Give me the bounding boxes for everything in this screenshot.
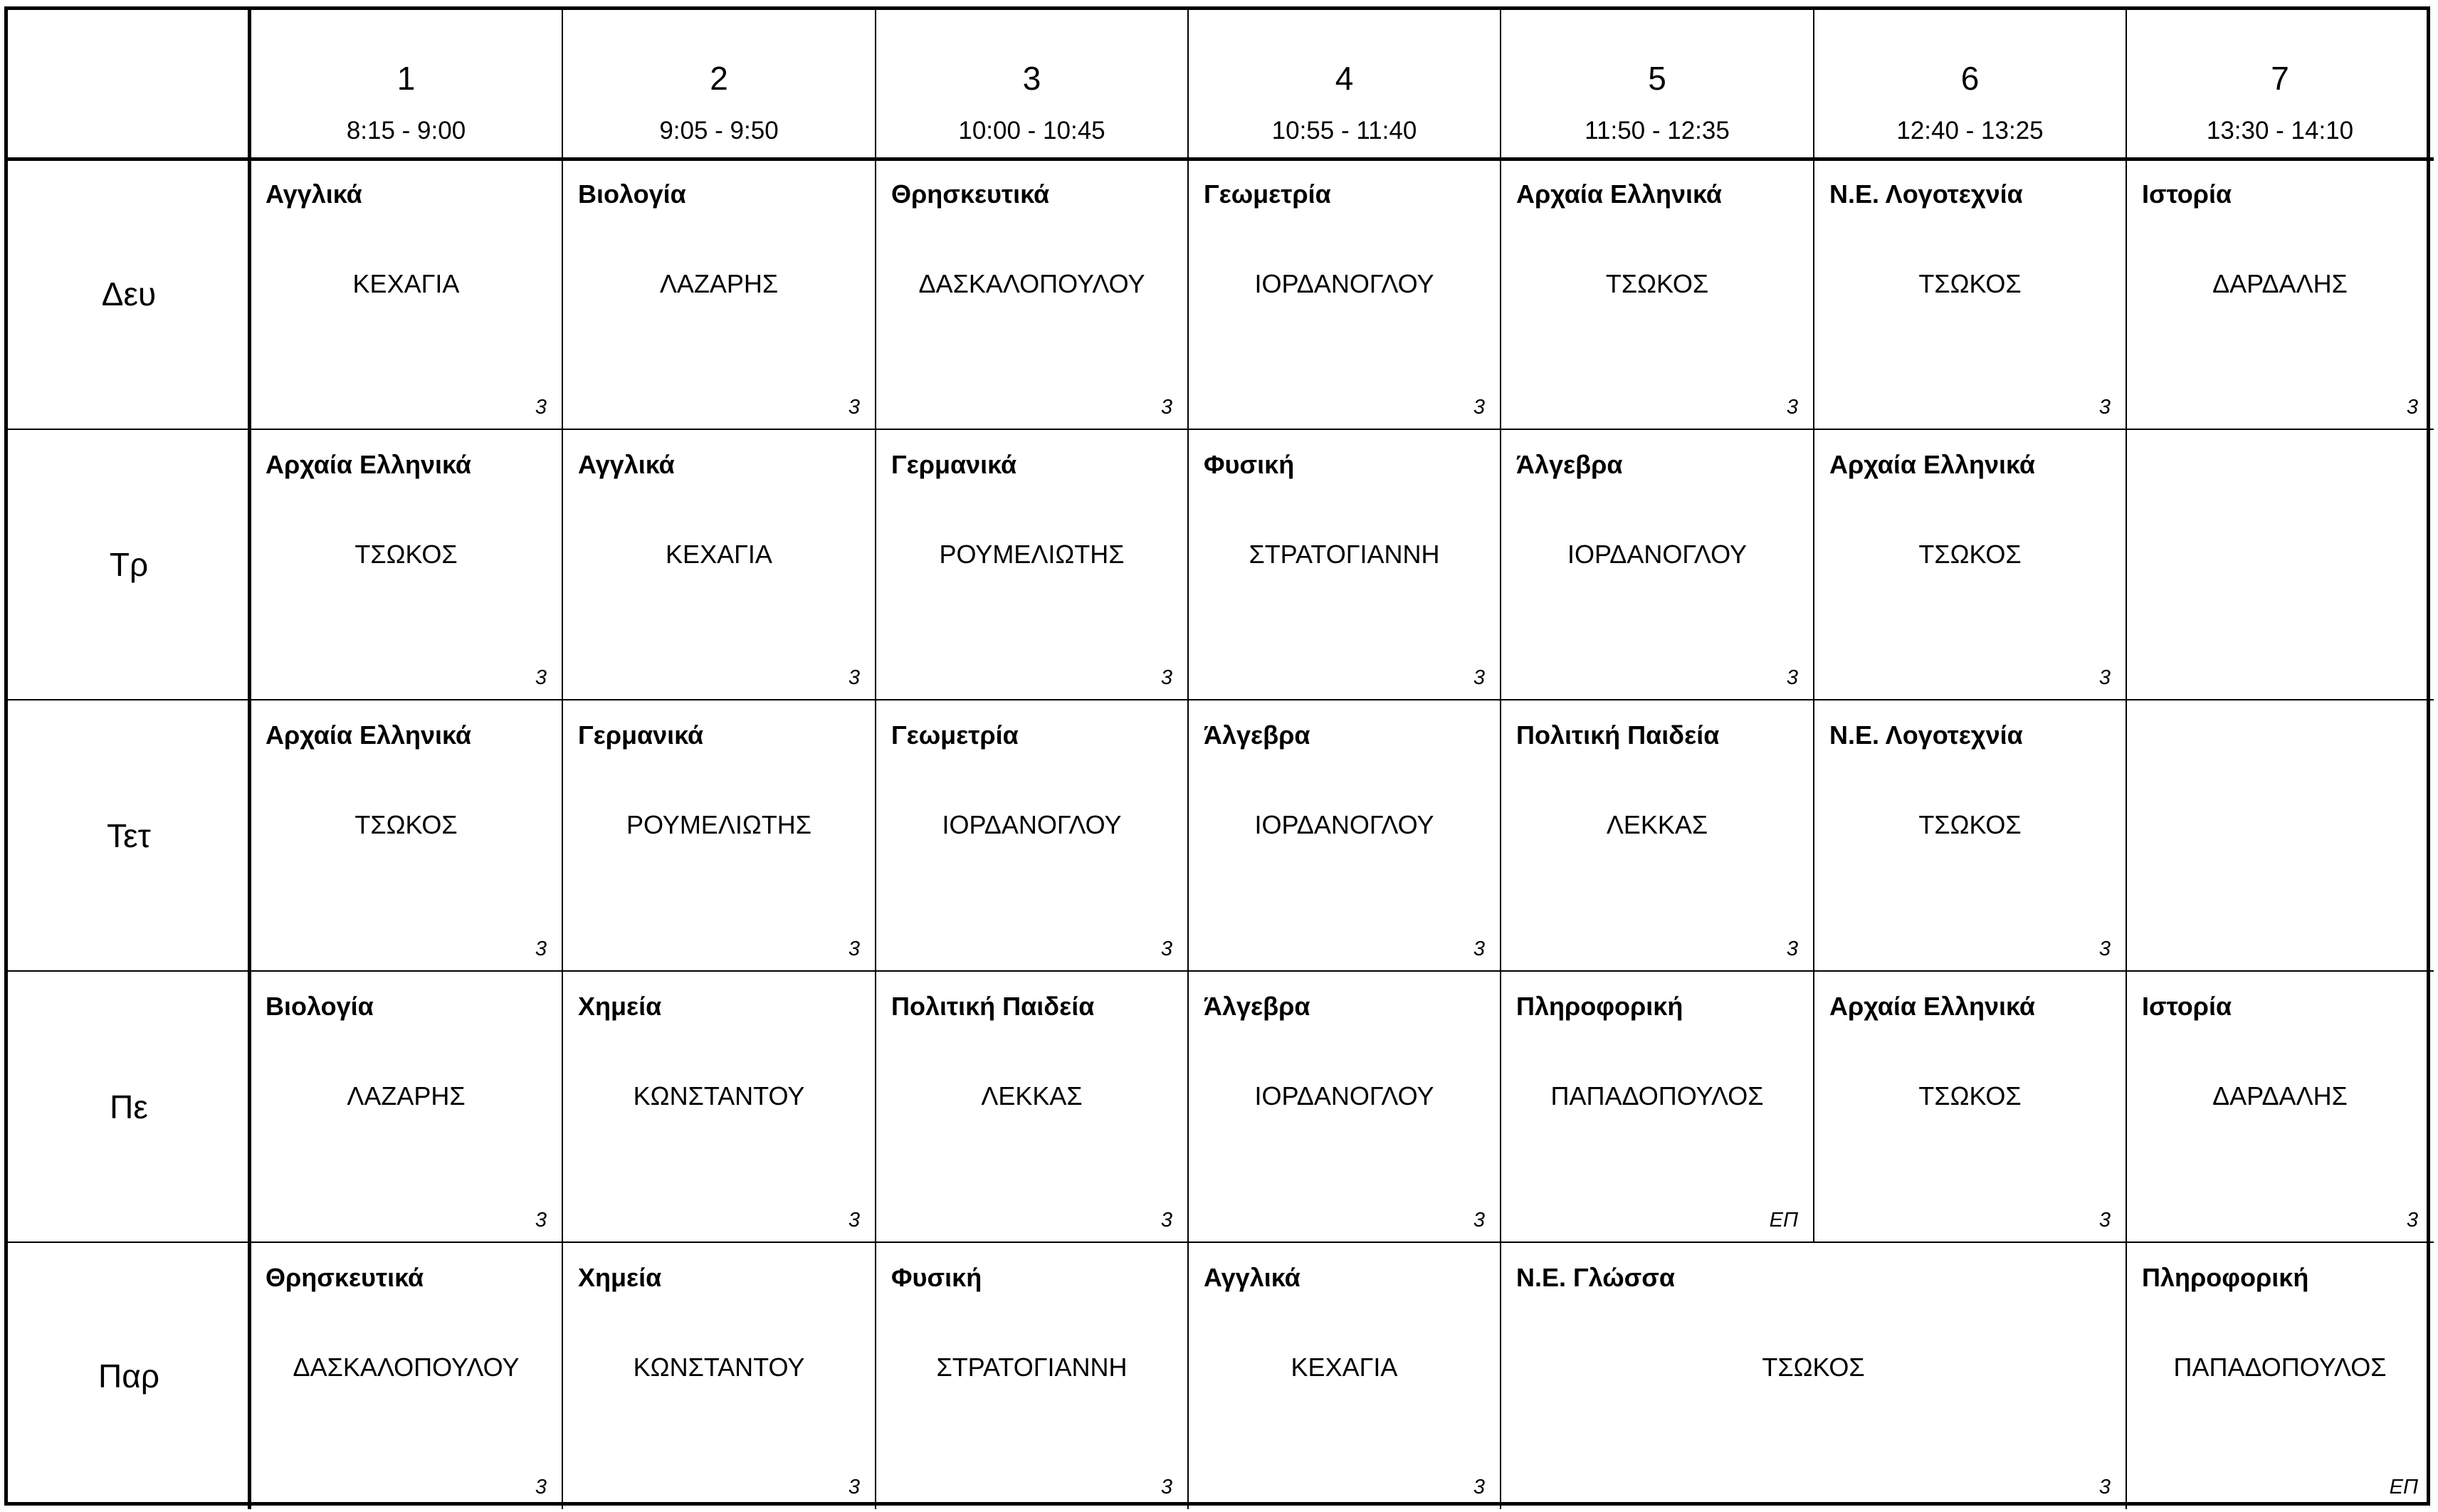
period-number: 7 — [2271, 60, 2289, 97]
period-time: 13:30 - 14:10 — [2206, 117, 2354, 145]
lesson-cell[interactable] — [1814, 159, 2126, 429]
lesson-teacher: ΛΕΚΚΑΣ — [1606, 810, 1708, 839]
lesson-teacher: ΠΑΠΑΔΟΠΟΥΛΟΣ — [1550, 1081, 1764, 1111]
lesson-room: 3 — [535, 938, 547, 960]
lesson-room: 3 — [2406, 1209, 2418, 1232]
grid-line — [8, 699, 2434, 700]
lesson-subject: Πληροφορική — [2142, 1263, 2309, 1292]
lesson-room: 3 — [2406, 396, 2418, 419]
lesson-cell[interactable] — [562, 429, 876, 700]
lesson-room: 3 — [535, 1476, 547, 1498]
period-header — [2126, 10, 2434, 159]
lesson-subject: Άλγεβρα — [1204, 720, 1310, 750]
lesson-subject: Άλγεβρα — [1516, 450, 1623, 479]
grid-line — [248, 10, 251, 1509]
lesson-room: 3 — [848, 1476, 860, 1498]
lesson-subject: Χημεία — [578, 1263, 662, 1292]
lesson-room: 3 — [848, 1209, 860, 1232]
period-number: 6 — [1960, 60, 1980, 97]
lesson-subject: Πολιτική Παιδεία — [1516, 720, 1720, 750]
grid-line — [2126, 10, 2127, 159]
period-header — [1188, 10, 1501, 159]
lesson-teacher: ΙΟΡΔΑΝΟΓΛΟΥ — [1254, 810, 1434, 839]
day-label: Πε — [110, 1088, 148, 1125]
lesson-room: 3 — [2098, 1209, 2111, 1232]
lesson-cell[interactable] — [1188, 971, 1501, 1242]
lesson-teacher: ΙΟΡΔΑΝΟΓΛΟΥ — [1254, 269, 1434, 298]
lesson-subject: Αγγλικά — [578, 450, 675, 479]
lesson-room: 3 — [1786, 666, 1798, 689]
lesson-room: 3 — [1160, 938, 1172, 960]
lesson-cell[interactable] — [2126, 700, 2434, 971]
lesson-cell[interactable] — [562, 159, 876, 429]
lesson-teacher: ΤΣΩΚΟΣ — [1918, 810, 2022, 839]
grid-line — [875, 10, 876, 159]
lesson-subject: Γερμανικά — [891, 450, 1017, 479]
lesson-subject: Γερμανικά — [578, 720, 704, 750]
lesson-subject: Γεωμετρία — [891, 720, 1019, 750]
lesson-subject: Φυσική — [1204, 450, 1295, 479]
lesson-teacher: ΛΕΚΚΑΣ — [981, 1081, 1083, 1111]
lesson-subject: Ν.Ε. Λογοτεχνία — [1829, 720, 2023, 750]
period-number: 4 — [1335, 60, 1354, 97]
lesson-room: 3 — [535, 396, 547, 419]
lesson-subject: Φυσική — [891, 1263, 982, 1292]
lesson-teacher: ΔΑΣΚΑΛΟΠΟΥΛΟΥ — [918, 269, 1145, 298]
lesson-subject: Αρχαία Ελληνικά — [266, 450, 472, 479]
lesson-room: 3 — [1473, 666, 1485, 689]
lesson-subject: Πληροφορική — [1516, 992, 1683, 1021]
lesson-subject: Αρχαία Ελληνικά — [266, 720, 472, 750]
lesson-teacher: ΤΣΩΚΟΣ — [1762, 1353, 1865, 1382]
day-label: Παρ — [98, 1357, 159, 1395]
lesson-room: 3 — [2098, 1476, 2111, 1498]
lesson-room: 3 — [2098, 666, 2111, 689]
lesson-teacher: ΠΑΠΑΔΟΠΟΥΛΟΣ — [2173, 1353, 2387, 1382]
lesson-cell[interactable] — [1188, 159, 1501, 429]
lesson-teacher: ΙΟΡΔΑΝΟΓΛΟΥ — [942, 810, 1122, 839]
lesson-cell[interactable] — [1501, 159, 1814, 429]
lesson-teacher: ΤΣΩΚΟΣ — [1918, 1081, 2022, 1111]
lesson-teacher: ΙΟΡΔΑΝΟΓΛΟΥ — [1254, 1081, 1434, 1111]
lesson-room: 3 — [1473, 396, 1485, 419]
grid-line — [8, 429, 2434, 430]
period-number: 5 — [1648, 60, 1666, 97]
lesson-teacher: ΛΑΖΑΡΗΣ — [659, 269, 779, 298]
lesson-teacher: ΤΣΩΚΟΣ — [1918, 540, 2022, 569]
grid-line — [8, 970, 2434, 972]
period-number: 3 — [1022, 60, 1041, 97]
day-label: Δευ — [101, 275, 157, 313]
lesson-cell[interactable] — [250, 159, 562, 429]
period-time: 10:55 - 11:40 — [1271, 117, 1417, 145]
grid-line — [1813, 10, 1814, 159]
period-header — [250, 10, 562, 159]
lesson-room: 3 — [1160, 666, 1172, 689]
lesson-teacher: ΡΟΥΜΕΛΙΩΤΗΣ — [939, 540, 1125, 569]
lesson-subject: Ιστορία — [2142, 179, 2232, 209]
lesson-room: 3 — [848, 396, 860, 419]
lesson-cell[interactable] — [876, 700, 1188, 971]
lesson-room: 3 — [1473, 1209, 1485, 1232]
lesson-subject: Άλγεβρα — [1204, 992, 1310, 1021]
grid-line — [8, 1241, 2434, 1243]
lesson-cell[interactable] — [1188, 1242, 1501, 1509]
lesson-cell[interactable] — [562, 1242, 876, 1509]
lesson-subject: Ν.Ε. Λογοτεχνία — [1829, 179, 2023, 209]
lesson-teacher: ΤΣΩΚΟΣ — [354, 810, 458, 839]
period-number: 2 — [710, 60, 728, 97]
lesson-cell[interactable] — [876, 429, 1188, 700]
lesson-room: 3 — [535, 666, 547, 689]
lesson-room: 3 — [1160, 1209, 1172, 1232]
lesson-teacher: ΤΣΩΚΟΣ — [354, 540, 458, 569]
day-label: Τετ — [107, 817, 151, 854]
lesson-teacher: ΤΣΩΚΟΣ — [1918, 269, 2022, 298]
lesson-cell[interactable] — [876, 971, 1188, 1242]
lesson-subject: Ν.Ε. Γλώσσα — [1516, 1263, 1676, 1292]
lesson-subject: Βιολογία — [578, 179, 686, 209]
lesson-teacher: ΤΣΩΚΟΣ — [1605, 269, 1709, 298]
lesson-teacher: ΔΑΡΔΑΛΗΣ — [2212, 1081, 2348, 1111]
grid-line — [562, 10, 563, 159]
lesson-room: 3 — [1786, 396, 1798, 419]
lesson-subject: Χημεία — [578, 992, 662, 1021]
lesson-room: 3 — [1160, 396, 1172, 419]
lesson-cell[interactable] — [2126, 971, 2434, 1242]
lesson-cell[interactable] — [2126, 429, 2434, 700]
lesson-cell[interactable] — [1501, 1242, 2126, 1509]
lesson-teacher: ΚΕΧΑΓΙΑ — [352, 269, 460, 298]
lesson-cell[interactable] — [1501, 700, 1814, 971]
timetable — [4, 6, 2430, 1506]
lesson-subject: Αγγλικά — [1204, 1263, 1301, 1292]
day-label: Τρ — [109, 546, 149, 583]
lesson-cell[interactable] — [1188, 700, 1501, 971]
lesson-room: ΕΠ — [2389, 1476, 2418, 1498]
lesson-room: 3 — [2098, 396, 2111, 419]
lesson-cell[interactable] — [1814, 700, 2126, 971]
lesson-teacher: ΣΤΡΑΤΟΓΙΑΝΝΗ — [1249, 540, 1440, 569]
lesson-cell[interactable] — [1188, 429, 1501, 700]
grid-line — [1187, 10, 1189, 159]
period-time: 9:05 - 9:50 — [659, 117, 779, 145]
period-header — [562, 10, 876, 159]
lesson-cell[interactable] — [1501, 429, 1814, 700]
lesson-teacher: ΛΑΖΑΡΗΣ — [347, 1081, 466, 1111]
lesson-teacher: ΚΩΝΣΤΑΝΤΟΥ — [633, 1081, 805, 1111]
lesson-room: 3 — [848, 938, 860, 960]
lesson-cell[interactable] — [250, 1242, 562, 1509]
lesson-teacher: ΚΕΧΑΓΙΑ — [666, 540, 772, 569]
lesson-room: ΕΠ — [1769, 1209, 1798, 1232]
lesson-subject: Γεωμετρία — [1204, 179, 1331, 209]
grid-line — [8, 157, 2434, 161]
lesson-subject: Ιστορία — [2142, 992, 2232, 1021]
lesson-cell[interactable] — [876, 159, 1188, 429]
lesson-room: 3 — [1473, 1476, 1485, 1498]
lesson-room: 3 — [535, 1209, 547, 1232]
lesson-cell[interactable] — [250, 429, 562, 700]
lesson-cell[interactable] — [562, 700, 876, 971]
period-header — [876, 10, 1188, 159]
lesson-subject: Αρχαία Ελληνικά — [1516, 179, 1723, 209]
lesson-cell[interactable] — [2126, 159, 2434, 429]
lesson-cell[interactable] — [250, 971, 562, 1242]
lesson-teacher: ΣΤΡΑΤΟΓΙΑΝΝΗ — [936, 1353, 1128, 1382]
lesson-cell[interactable] — [2126, 1242, 2434, 1509]
lesson-teacher: ΔΑΡΔΑΛΗΣ — [2212, 269, 2348, 298]
lesson-subject: Θρησκευτικά — [891, 179, 1050, 209]
lesson-teacher: ΙΟΡΔΑΝΟΓΛΟΥ — [1567, 540, 1748, 569]
lesson-subject: Θρησκευτικά — [266, 1263, 424, 1292]
lesson-room: 3 — [1160, 1476, 1172, 1498]
period-header — [1501, 10, 1814, 159]
lesson-teacher: ΚΩΝΣΤΑΝΤΟΥ — [633, 1353, 805, 1382]
lesson-cell[interactable] — [250, 700, 562, 971]
period-time: 12:40 - 13:25 — [1896, 117, 2044, 145]
period-time: 10:00 - 10:45 — [958, 117, 1105, 145]
lesson-subject: Αγγλικά — [266, 179, 362, 209]
period-time: 11:50 - 12:35 — [1585, 117, 1730, 145]
period-number: 1 — [396, 60, 416, 97]
lesson-room: 3 — [848, 666, 860, 689]
lesson-room: 3 — [1473, 938, 1485, 960]
lesson-cell[interactable] — [1501, 971, 1814, 1242]
grid-line — [1500, 10, 1501, 159]
lesson-teacher: ΡΟΥΜΕΛΙΩΤΗΣ — [626, 810, 812, 839]
lesson-subject: Βιολογία — [266, 992, 374, 1021]
period-time: 8:15 - 9:00 — [346, 117, 466, 145]
lesson-subject: Πολιτική Παιδεία — [891, 992, 1095, 1021]
period-header — [1814, 10, 2126, 159]
lesson-subject: Αρχαία Ελληνικά — [1829, 992, 2036, 1021]
lesson-room: 3 — [1786, 938, 1798, 960]
lesson-teacher: ΚΕΧΑΓΙΑ — [1291, 1353, 1398, 1382]
lesson-subject: Αρχαία Ελληνικά — [1829, 450, 2036, 479]
corner-cell — [8, 10, 250, 159]
lesson-cell[interactable] — [876, 1242, 1188, 1509]
lesson-cell[interactable] — [562, 971, 876, 1242]
lesson-cell[interactable] — [1814, 429, 2126, 700]
lesson-teacher: ΔΑΣΚΑΛΟΠΟΥΛΟΥ — [293, 1353, 520, 1382]
lesson-cell[interactable] — [1814, 971, 2126, 1242]
lesson-room: 3 — [2098, 938, 2111, 960]
